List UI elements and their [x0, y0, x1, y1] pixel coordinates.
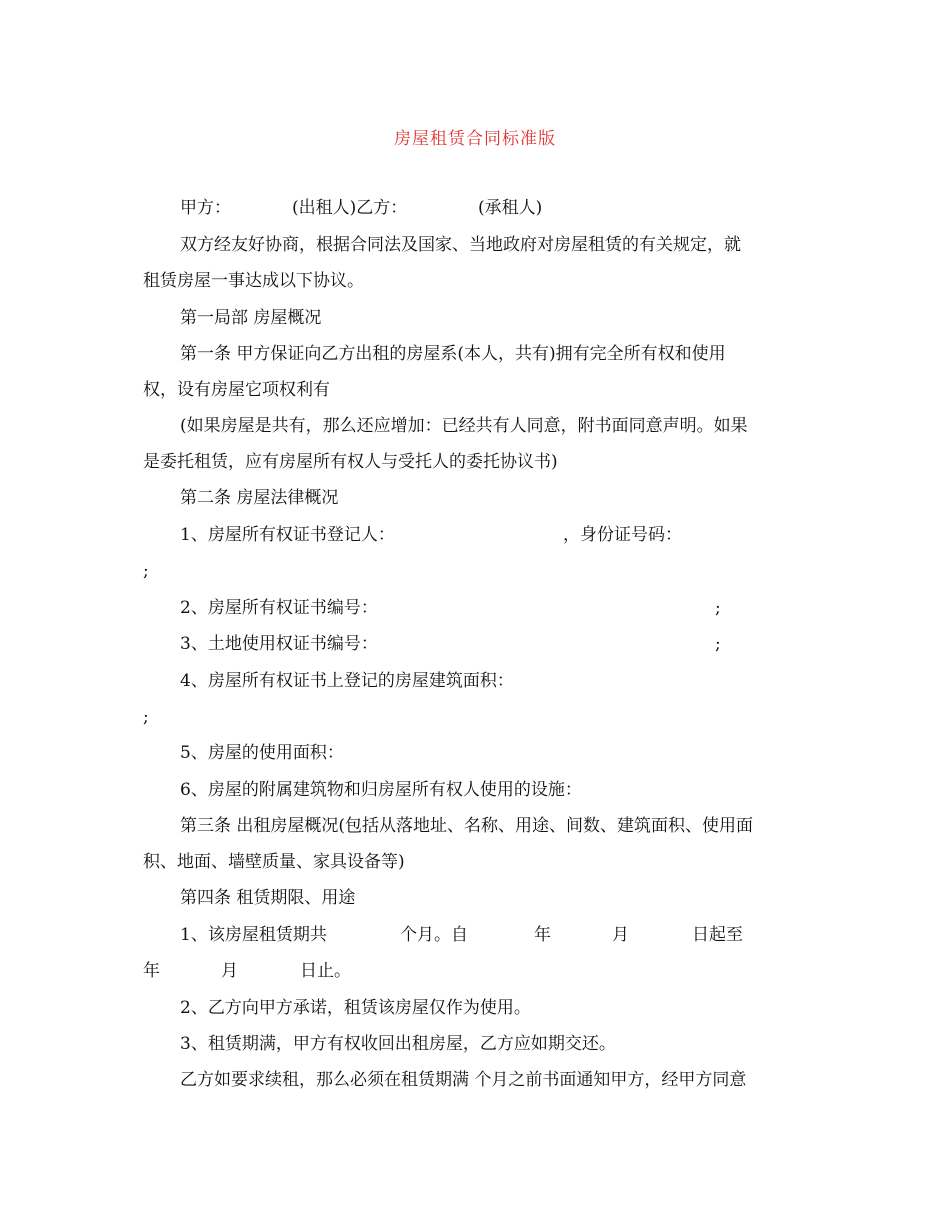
article-heading: 第四条 租赁期限、用途 [180, 888, 356, 908]
paragraph-line: 双方经友好协商，根据合同法及国家、当地政府对房屋租赁的有关规定，就 [180, 235, 741, 255]
land-certificate-end: ; [715, 634, 721, 654]
term-year: 年 [534, 925, 551, 945]
term-day: 日起至 [692, 925, 743, 945]
paragraph-line: 第三条 出租房屋概况(包括从落地址、名称、用途、间数、建筑面积、使用面 [180, 816, 754, 836]
term-label: 1、该房屋租赁期共 [180, 925, 327, 945]
paragraph-line: (如果房屋是共有，那么还应增加：已经共有人同意，附书面同意声明。如果 [180, 416, 748, 436]
paragraph-line: 是委托租赁，应有房屋所有权人与受托人的委托协议书) [143, 452, 558, 472]
paragraph-line: 积、地面、墙壁质量、家具设备等) [143, 852, 405, 872]
paragraph-line: 4、房屋所有权证书上登记的房屋建筑面积： [180, 671, 514, 691]
term-months: 个月。自 [400, 925, 468, 945]
section-heading: 第一局部 房屋概况 [180, 308, 322, 328]
paragraph-line: 权，设有房屋它项权利有 [143, 380, 330, 400]
end-day: 日止。 [300, 961, 351, 981]
paragraph-line: 第一条 甲方保证向乙方出租的房屋系(本人，共有)拥有完全所有权和使用 [180, 344, 726, 364]
end-year: 年 [143, 961, 160, 981]
semicolon-line: ; [143, 561, 149, 581]
paragraph-line: 6、房屋的附属建筑物和归房屋所有权人使用的设施： [180, 780, 582, 800]
id-label: ，身份证号码： [563, 525, 682, 545]
end-month: 月 [221, 961, 238, 981]
paragraph-line: 2、乙方向甲方承诺，租赁该房屋仅作为使用。 [180, 998, 531, 1018]
paragraph-line: 租赁房屋一事达成以下协议。 [143, 271, 364, 291]
paragraph-line: 乙方如要求续租，那么必须在租赁期满 个月之前书面通知甲方，经甲方同意 [180, 1070, 747, 1090]
paragraph-line: 3、租赁期满，甲方有权收回出租房屋，乙方应如期交还。 [180, 1034, 616, 1054]
party-a-label: 甲方： [180, 198, 231, 218]
document-title: 房屋租赁合同标准版 [394, 129, 556, 149]
owner-label: 1、房屋所有权证书登记人： [180, 525, 395, 545]
certificate-label: 2、房屋所有权证书编号： [180, 598, 378, 618]
article-heading: 第二条 房屋法律概况 [180, 488, 339, 508]
certificate-end: ; [715, 598, 721, 618]
paragraph-line: 5、房屋的使用面积： [180, 743, 344, 763]
term-month: 月 [612, 925, 629, 945]
party-b-label: (出租人)乙方： [292, 198, 408, 218]
semicolon-line: ; [143, 707, 149, 727]
tenant-label: (承租人) [478, 198, 543, 218]
land-certificate-label: 3、土地使用权证书编号： [180, 634, 378, 654]
